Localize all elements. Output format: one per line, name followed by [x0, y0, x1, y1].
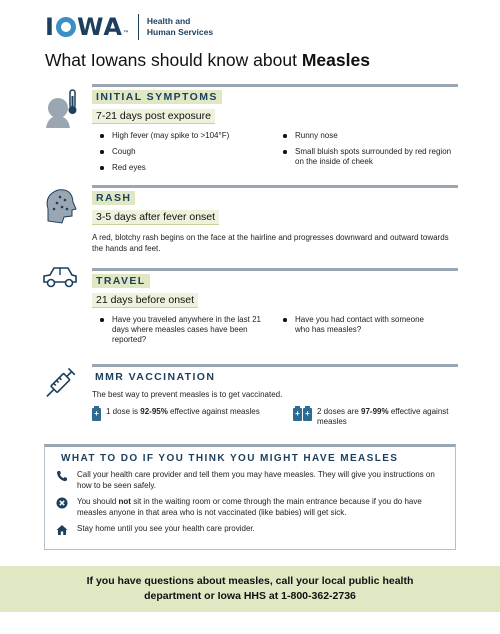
phone-icon	[55, 470, 69, 482]
list-item: High fever (may spike to >104°F)	[92, 131, 275, 141]
todo-item-stay-home	[55, 524, 445, 536]
section-subheading: 21 days before onset	[92, 293, 198, 308]
section-subheading: 7-21 days post exposure	[92, 109, 215, 124]
vaccination-text: The best way to prevent measles is to get vaccinated.	[92, 390, 283, 399]
section-travel	[40, 268, 458, 356]
todo-text-call: Call your health care provider and tell them you may have measles. They will give you instructions on how to be seen safely.	[77, 470, 435, 490]
thermometer-person-icon	[40, 88, 80, 128]
org-name-line1: Health and	[146, 16, 191, 26]
page-title	[45, 50, 370, 71]
section-rash	[40, 185, 458, 257]
list-item: Runny nose	[275, 131, 458, 141]
list-item: Small bluish spots surrounded by red region on the inside of cheek	[275, 147, 458, 167]
header-divider	[138, 14, 139, 40]
face-rash-icon	[40, 185, 80, 225]
travel-list-left	[92, 315, 275, 345]
section-heading: RASH	[92, 191, 135, 205]
todo-text-bold: not	[118, 497, 131, 506]
section-subheading: 3-5 days after fever onset	[92, 210, 219, 225]
footer-line2: department or Iowa HHS at 1-800-362-2736	[144, 590, 356, 602]
list-item: Have you traveled anywhere in the last 21 days where measles cases have been reported?	[92, 315, 275, 345]
what-to-do-box	[44, 444, 456, 550]
org-name	[147, 16, 213, 38]
section-vaccination	[40, 364, 458, 434]
car-icon	[40, 262, 80, 302]
section-rule	[92, 84, 458, 87]
todo-text-stay-home: Stay home until you see your health care provider.	[77, 524, 255, 533]
title-bold: Measles	[301, 50, 370, 70]
section-rule	[92, 364, 458, 367]
travel-list-right	[275, 315, 458, 335]
symptoms-list-left	[92, 131, 275, 173]
section-heading: TRAVEL	[92, 274, 150, 288]
dose2-bold: 97-99%	[361, 407, 389, 416]
dose1-post: effective against measles	[167, 407, 260, 416]
iowa-logo: I WA ™	[45, 13, 130, 41]
vial-icon	[92, 408, 101, 421]
section-symptoms	[40, 84, 458, 176]
dose1-info	[92, 407, 275, 427]
dose1-pre: 1 dose is	[106, 407, 141, 416]
title-prefix: What Iowans should know about	[45, 50, 302, 70]
list-item: Have you had contact with someone who has measles?	[275, 315, 458, 335]
todo-item-call	[55, 470, 445, 491]
section-rule	[92, 268, 458, 271]
dose2-info	[275, 407, 458, 427]
todo-item-waiting-room	[55, 497, 445, 518]
two-vials-icon	[293, 408, 312, 421]
footer-line1: If you have questions about measles, call your local public health	[86, 575, 414, 587]
org-name-line2: Human Services	[146, 27, 214, 37]
dose2-pre: 2 doses are	[317, 407, 362, 416]
footer-contact-banner	[0, 566, 500, 612]
symptoms-list-right	[275, 131, 458, 167]
list-item: Red eyes	[92, 163, 275, 173]
header	[45, 12, 213, 42]
todo-text-post: sit in the waiting room or come through the main entrance because if you do have measles anyone in that area who is not vaccinated (like babies) will get sick.	[77, 497, 422, 517]
section-rule	[92, 185, 458, 188]
section-heading: INITIAL SYMPTOMS	[92, 90, 222, 104]
dose2-post: effective against measles	[317, 407, 449, 426]
syringe-icon	[40, 364, 80, 404]
x-circle-icon	[55, 497, 69, 509]
rash-description: A red, blotchy rash begins on the face at the hairline and progresses downward and outward towards the hands and feet.	[92, 233, 449, 253]
home-icon	[55, 524, 69, 536]
what-to-do-heading: WHAT TO DO IF YOU THINK YOU MIGHT HAVE MEASLES	[61, 453, 399, 464]
list-item: Cough	[92, 147, 275, 157]
section-heading: MMR VACCINATION	[95, 371, 216, 383]
todo-text-pre: You should	[77, 497, 119, 506]
dose1-bold: 92-95%	[140, 407, 168, 416]
